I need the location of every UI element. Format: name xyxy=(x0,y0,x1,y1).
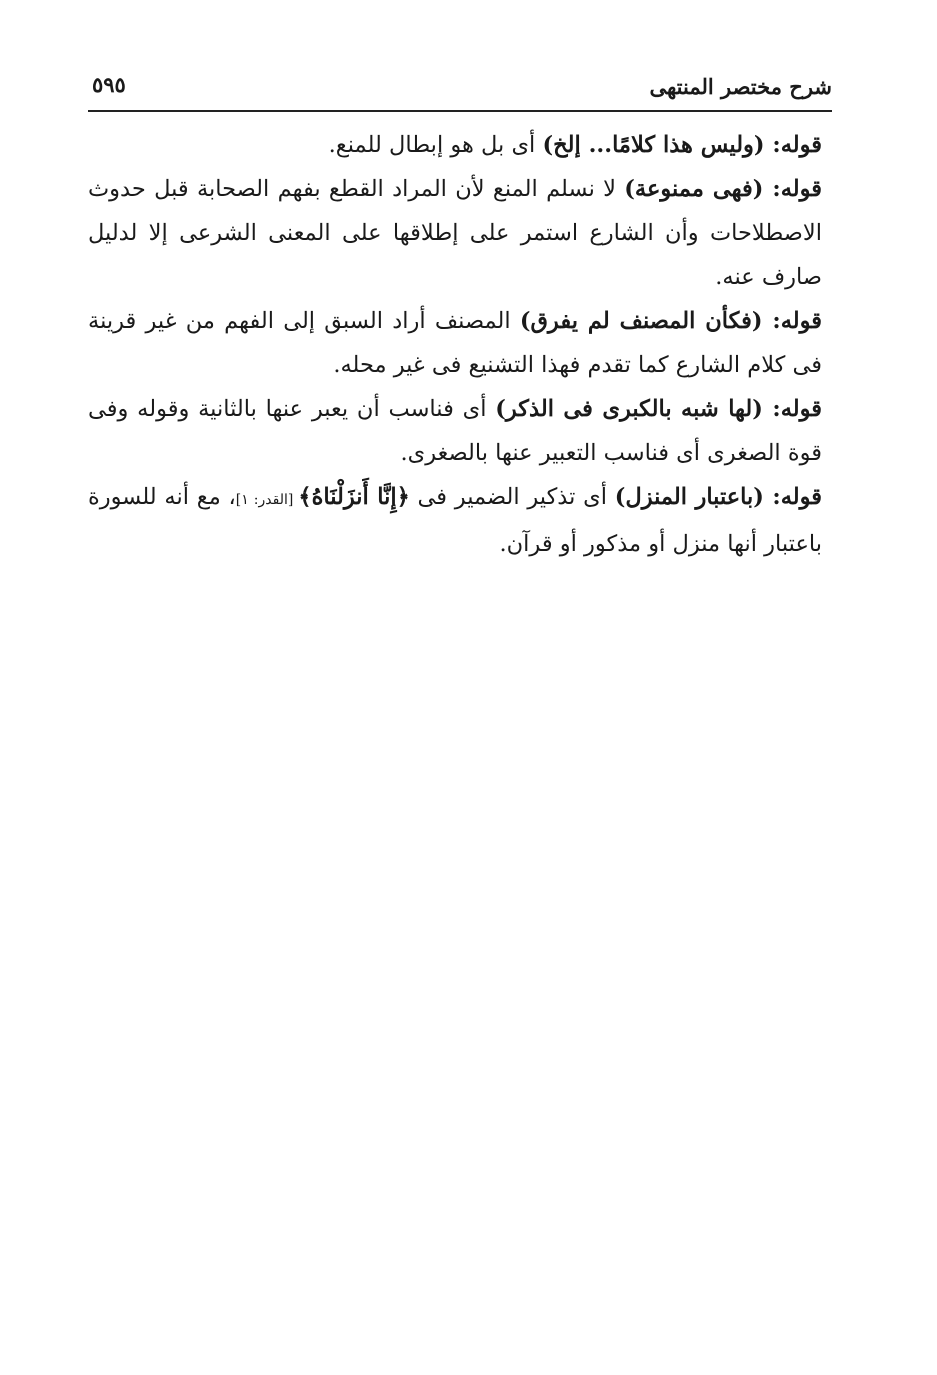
commentary-paragraph-2 xyxy=(88,167,822,299)
quran-verse: ﴿إِنَّا أَنزَلْنَاهُ﴾ xyxy=(298,484,410,510)
commentary-text: أى تذكير الضمير فى xyxy=(409,484,615,510)
paragraph-label: قوله: xyxy=(762,308,823,334)
commentary-paragraph-5 xyxy=(88,475,822,566)
paragraph-label: قوله: xyxy=(763,176,822,202)
paragraph-label: قوله: xyxy=(764,132,822,158)
quoted-lemma: (لها شبه بالكبرى فى الذكر) xyxy=(495,396,763,422)
paragraph-label: قوله: xyxy=(763,484,822,510)
commentary-paragraph-4 xyxy=(88,387,822,475)
commentary-text: أى بل هو إبطال للمنع. xyxy=(328,132,543,158)
quoted-lemma: (فكأن المصنف لم يفرق) xyxy=(519,308,763,334)
commentary-paragraph-1 xyxy=(88,123,822,167)
commentary-text: لا نسلم المنع لأن المراد القطع بفهم الصحابة قبل حدوث الاصطلاحات وأن الشارع استمر على إطلاقها على المعنى الشرعى إلا لدليل صارف عنه. xyxy=(88,176,822,290)
quoted-lemma: (باعتبار المنزل) xyxy=(614,484,764,510)
quoted-lemma: (فهى ممنوعة) xyxy=(624,176,764,202)
commentary-paragraph-3 xyxy=(88,299,822,387)
commentary-text: المصنف أراد السبق إلى الفهم من غير قرينة فى كلام الشارع كما تقدم فهذا التشنيع فى غير محله. xyxy=(88,308,822,378)
header-title: شرح مختصر المنتهى xyxy=(649,74,832,99)
page-number: ٥٩٥ xyxy=(92,72,126,97)
verse-citation: [القدر: ١] xyxy=(235,492,299,508)
commentary-text: ، مع أنه للسورة باعتبار أنها منزل أو مذكور أو قرآن. xyxy=(88,484,822,557)
header-divider xyxy=(88,110,832,112)
body-text xyxy=(88,123,822,566)
commentary-text: أى فناسب أن يعبر عنها بالثانية وقوله وفى قوة الصغرى أى فناسب التعبير عنها بالصغرى. xyxy=(88,396,822,466)
quoted-lemma: (وليس هذا كلامًا... إلخ) xyxy=(542,132,765,158)
paragraph-label: قوله: xyxy=(762,396,823,422)
running-header xyxy=(88,70,832,106)
